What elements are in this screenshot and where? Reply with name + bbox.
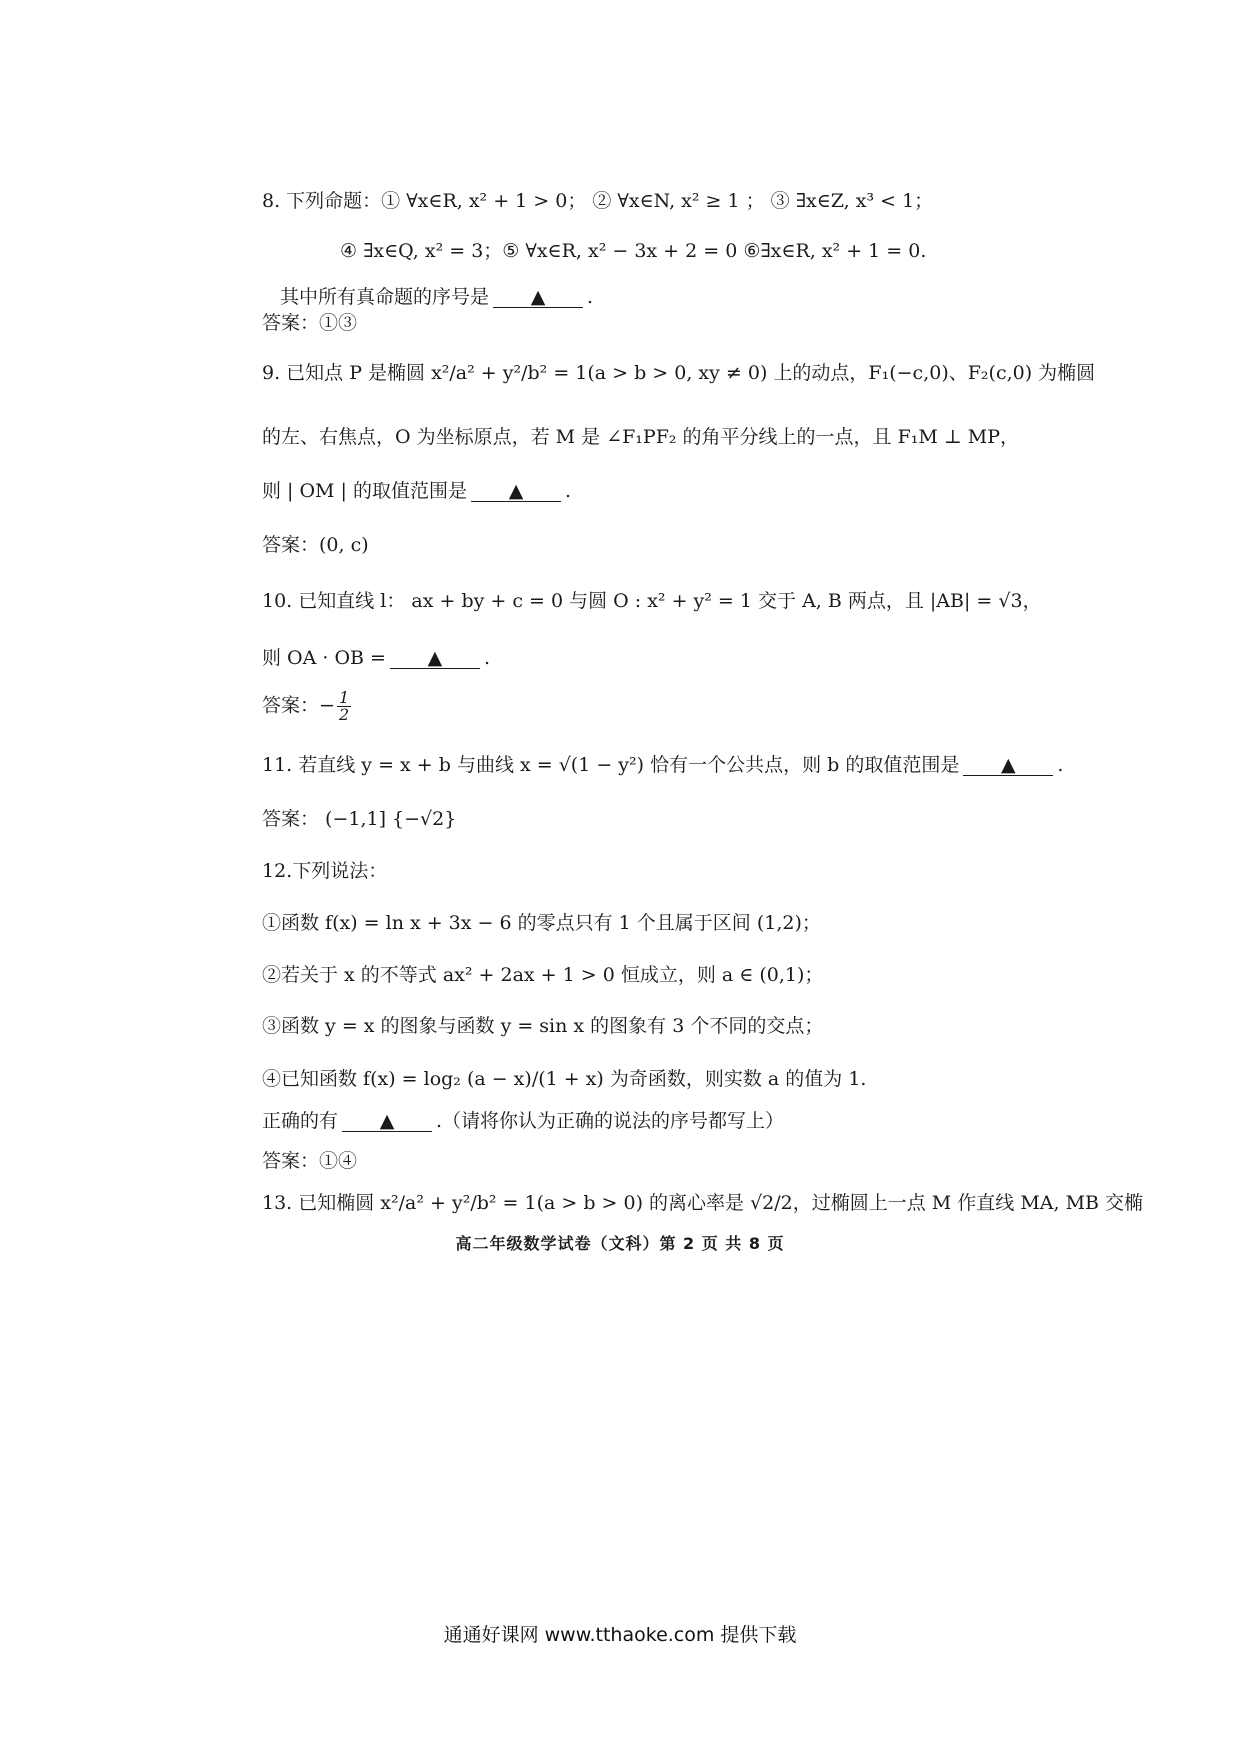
q10-answer-blank: ▲ <box>390 648 480 669</box>
q10-answer-sign: − <box>319 694 335 717</box>
q8-line2: ④ ∃x∈Q, x² = 3；⑤ ∀x∈R, x² − 3x + 2 = 0 ⑥∃x∈R, x² + 1 = 0. <box>340 240 927 262</box>
page-footer: 高二年级数学试卷（文科）第 2 页 共 8 页 <box>455 1234 785 1253</box>
q10-answer-label: 答案： <box>262 694 320 717</box>
download-watermark: 通通好课网 www.tthaoke.com 提供下载 <box>443 1624 797 1646</box>
q12-item1: ①函数 f(x) = ln x + 3x − 6 的零点只有 1 个且属于区间 (1,2)； <box>262 912 821 934</box>
q10-line2-row: 则 OA · OB = ▲ . <box>262 647 491 669</box>
q12-item3: ③函数 y = x 的图象与函数 y = sin x 的图象有 3 个不同的交点； <box>262 1015 824 1037</box>
q12-answer: 答案：①④ <box>262 1150 358 1172</box>
q11-line1-row: 11. 若直线 y = x + b 与曲线 x = √(1 − y²) 恰有一个公共点，则 b 的取值范围是 ▲ . <box>262 754 1064 776</box>
q8-answer: 答案：①③ <box>262 312 358 334</box>
q9-line1: 9. 已知点 P 是椭圆 x²/a² + y²/b² = 1(a > b > 0, xy ≠ 0) 上的动点，F₁(−c,0)、F₂(c,0) 为椭圆 <box>262 362 1096 384</box>
q10-line1: 10. 已知直线 l： ax + by + c = 0 与圆 O : x² + y² = 1 交于 A, B 两点，且 |AB| = √3， <box>262 590 1042 612</box>
q11-answer-blank: ▲ <box>963 755 1053 776</box>
q11-line1: 11. 若直线 y = x + b 与曲线 x = √(1 − y²) 恰有一个公共点，则 b 的取值范围是 <box>262 754 960 776</box>
q9-answer-blank: ▲ <box>471 481 561 502</box>
q8-answer-blank: ▲ <box>493 287 583 308</box>
q12-prompt: 正确的有 <box>262 1110 339 1132</box>
q9-line3: 则 | OM | 的取值范围是 <box>262 480 467 502</box>
q8-prompt-line: 其中所有真命题的序号是 ▲ . <box>280 286 594 308</box>
q10-answer-numerator: 1 <box>338 688 350 707</box>
q12-prompt-row <box>262 1108 784 1134</box>
q9-line3-row: 则 | OM | 的取值范围是 ▲ . <box>262 480 572 502</box>
q8-line1: 8. 下列命题：① ∀x∈R, x² + 1 > 0； ② ∀x∈N, x² ≥ 1 ； ③ ∃x∈Z, x³ < 1； <box>262 190 934 212</box>
q12-item2: ②若关于 x 的不等式 ax² + 2ax + 1 > 0 恒成立，则 a ∈ (0,1)； <box>262 964 824 986</box>
q11-answer: 答案： (−1,1] {−√2} <box>262 808 457 830</box>
q10-line2: 则 OA · OB = <box>262 647 386 669</box>
q9-line2: 的左、右焦点，O 为坐标原点，若 M 是 ∠F₁PF₂ 的角平分线上的一点，且 F₁M ⊥ MP， <box>262 426 1020 448</box>
q12-item4: ④已知函数 f(x) = log₂ (a − x)/(1 + x) 为奇函数，则实数 a 的值为 1. <box>262 1068 867 1090</box>
q12-note: .（请将你认为正确的说法的序号都写上） <box>436 1110 785 1132</box>
q10-answer-fraction <box>337 690 351 723</box>
q8-prompt: 其中所有真命题的序号是 <box>280 286 490 308</box>
q13-line1: 13. 已知椭圆 x²/a² + y²/b² = 1(a > b > 0) 的离心率是 √2/2，过椭圆上一点 M 作直线 MA, MB 交椭 <box>262 1192 1144 1214</box>
q9-answer: 答案：(0, c) <box>262 534 369 556</box>
q10-answer-denominator: 2 <box>338 705 350 724</box>
q10-answer-row <box>262 690 353 723</box>
q12-answer-blank: ▲ <box>342 1111 432 1132</box>
q12-title: 12.下列说法： <box>262 860 388 882</box>
